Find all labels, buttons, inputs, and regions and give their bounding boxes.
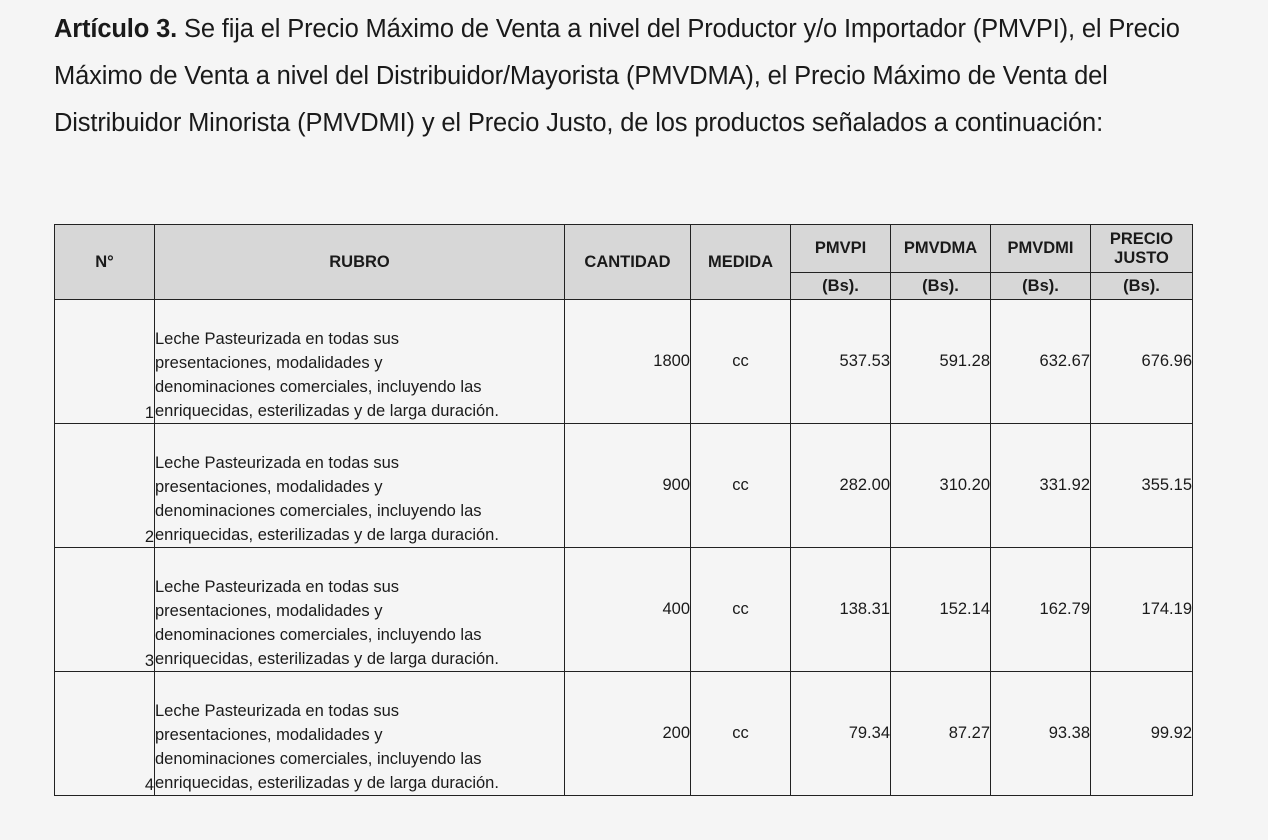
cell-pmvpi: 537.53 <box>791 300 891 424</box>
cell-cantidad: 200 <box>565 672 691 796</box>
cell-rubro: Leche Pasteurizada en todas sus presentaciones, modalidades y denominaciones comerciales, incluyendo las enriquecidas, esterilizadas y de larga duración. <box>155 424 565 548</box>
article-text: Se fija el Precio Máximo de Venta a nivel del Productor y/o Importador (PMVPI), el Precio Máximo de Venta a nivel del Distribuidor/Mayorista (PMVDMA), el Precio Máximo de Venta del Distribuidor Minorista (PMVDMI) y el Precio Justo, de los productos señalados a continuación: <box>54 15 1180 137</box>
table-row <box>55 300 1193 424</box>
header-unit-pmvdmi: (Bs). <box>991 273 1091 300</box>
cell-rubro: Leche Pasteurizada en todas sus presentaciones, modalidades y denominaciones comerciales, incluyendo las enriquecidas, esterilizadas y de larga duración. <box>155 300 565 424</box>
table-row <box>55 672 1193 796</box>
cell-precio-justo: 174.19 <box>1091 548 1193 672</box>
cell-cantidad: 900 <box>565 424 691 548</box>
header-unit-pmvdma: (Bs). <box>891 273 991 300</box>
cell-pmvpi: 79.34 <box>791 672 891 796</box>
cell-rubro: Leche Pasteurizada en todas sus presentaciones, modalidades y denominaciones comerciales, incluyendo las enriquecidas, esterilizadas y de larga duración. <box>155 672 565 796</box>
header-precio-justo: PRECIO JUSTO <box>1091 225 1193 273</box>
table-row <box>55 548 1193 672</box>
header-unit-precio-justo: (Bs). <box>1091 273 1193 300</box>
header-numero: N° <box>55 225 155 300</box>
cell-medida: cc <box>691 548 791 672</box>
cell-precio-justo: 355.15 <box>1091 424 1193 548</box>
cell-medida: cc <box>691 424 791 548</box>
table-body <box>55 300 1193 796</box>
cell-pmvdma: 87.27 <box>891 672 991 796</box>
cell-cantidad: 1800 <box>565 300 691 424</box>
article-lead: Artículo 3. <box>54 15 178 43</box>
cell-pmvpi: 282.00 <box>791 424 891 548</box>
cell-pmvdmi: 93.38 <box>991 672 1091 796</box>
cell-numero: 1 <box>55 300 155 424</box>
header-unit-pmvpi: (Bs). <box>791 273 891 300</box>
cell-pmvdma: 310.20 <box>891 424 991 548</box>
cell-numero: 2 <box>55 424 155 548</box>
cell-precio-justo: 676.96 <box>1091 300 1193 424</box>
header-cantidad: CANTIDAD <box>565 225 691 300</box>
header-pmvdma: PMVDMA <box>891 225 991 273</box>
cell-pmvdma: 152.14 <box>891 548 991 672</box>
cell-pmvdmi: 162.79 <box>991 548 1091 672</box>
price-table <box>54 224 1193 796</box>
header-medida: MEDIDA <box>691 225 791 300</box>
cell-pmvdmi: 331.92 <box>991 424 1091 548</box>
header-pmvdmi: PMVDMI <box>991 225 1091 273</box>
cell-rubro: Leche Pasteurizada en todas sus presentaciones, modalidades y denominaciones comerciales, incluyendo las enriquecidas, esterilizadas y de larga duración. <box>155 548 565 672</box>
cell-pmvdma: 591.28 <box>891 300 991 424</box>
header-rubro: RUBRO <box>155 225 565 300</box>
cell-medida: cc <box>691 672 791 796</box>
cell-precio-justo: 99.92 <box>1091 672 1193 796</box>
cell-medida: cc <box>691 300 791 424</box>
cell-pmvdmi: 632.67 <box>991 300 1091 424</box>
table-header <box>55 225 1193 300</box>
cell-pmvpi: 138.31 <box>791 548 891 672</box>
article-paragraph <box>54 6 1204 147</box>
header-pmvpi: PMVPI <box>791 225 891 273</box>
cell-numero: 3 <box>55 548 155 672</box>
cell-cantidad: 400 <box>565 548 691 672</box>
cell-numero: 4 <box>55 672 155 796</box>
table-row <box>55 424 1193 548</box>
